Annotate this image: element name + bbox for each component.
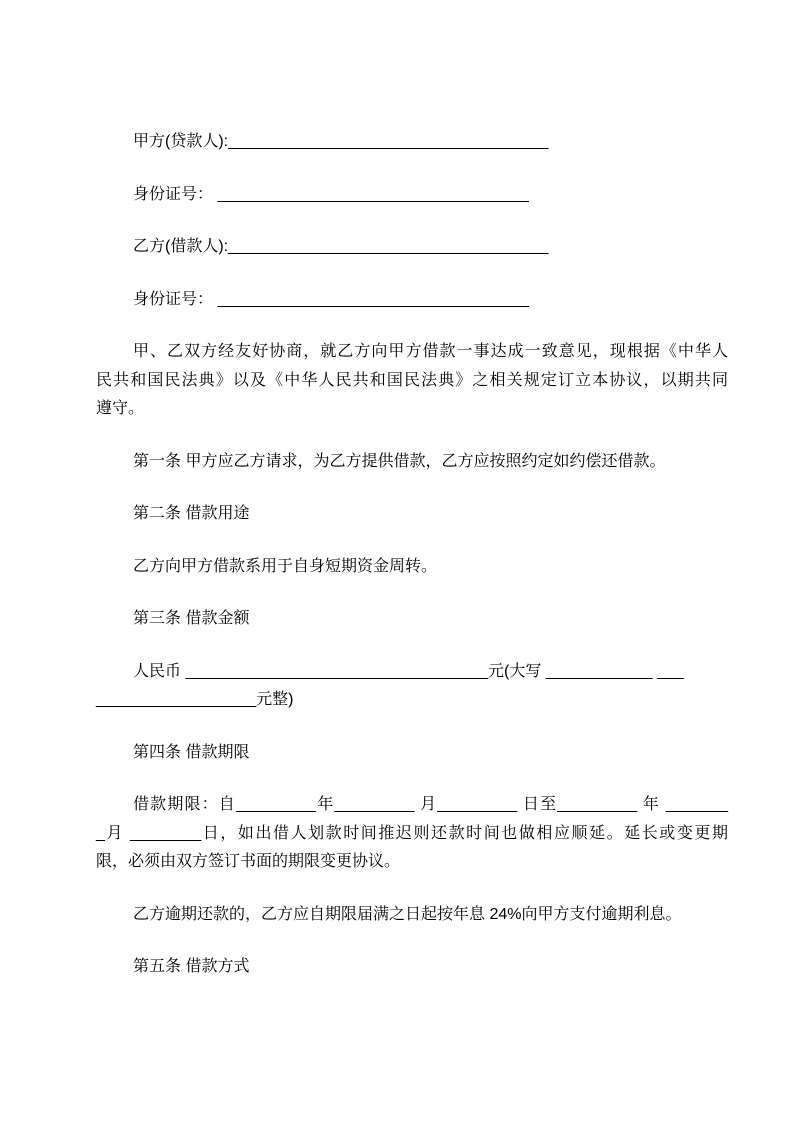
loan-amount-paragraph (96, 658, 728, 715)
clause-1-paragraph (96, 448, 728, 477)
overdue-interest-line: 乙方逾期还款的，乙方应自期限届满之日起按年息 24%向甲方支付逾期利息。 (133, 905, 682, 923)
loan-term-line-3: 限，必须由双方签订书面的期限变更协议。 (96, 853, 401, 870)
clause-2-body-line: 乙方向甲方借款系用于自身短期资金周转。 (133, 557, 438, 575)
clause-2-body (96, 553, 728, 582)
loan-term-paragraph (96, 791, 728, 877)
clause-2-heading-line: 第二条 借款用途 (133, 505, 250, 522)
lender-id-field-line: 身份证号： ___________________________________ (133, 185, 529, 203)
lender-field-line: 甲方(贷款人):____________________________________ (133, 133, 549, 150)
loan-amount-line-2: __________________元整) (96, 691, 294, 708)
contract-body (96, 128, 728, 1006)
clause-2-heading (96, 500, 728, 529)
loan-term-line-1: 借款期限：自_________年_________ 月_________ 日至_________ 年 _______ (133, 796, 728, 813)
clause-4-heading-line: 第四条 借款期限 (133, 743, 250, 761)
clause-3-heading (96, 605, 728, 634)
clause-5-heading-line: 第五条 借款方式 (133, 958, 250, 975)
borrower-field-line: 乙方(借款人):____________________________________ (133, 238, 549, 255)
overdue-interest-paragraph (96, 901, 728, 930)
preamble-line-1: 甲、乙双方经友好协商，就乙方向甲方借款一事达成一致意见，现根据《中华人 (133, 343, 728, 360)
preamble-line-2: 民共和国民法典》以及《中华人民共和国民法典》之相关规定订立本协议，以期共同 (96, 371, 728, 389)
clause-3-heading-line: 第三条 借款金额 (133, 610, 250, 627)
borrower-id-field (96, 286, 728, 315)
clause-4-heading (96, 739, 728, 768)
loan-amount-line-1: 人民币 __________________________________元(大写 ____________ ___ (133, 662, 684, 680)
borrower-field (96, 233, 728, 262)
preamble-line-3: 遵守。 (96, 400, 145, 417)
borrower-id-field-line: 身份证号： ___________________________________ (133, 290, 529, 308)
loan-term-line-2: _月 ________日，如出借人划款时间推迟则还款时间也做相应顺延。延长或变更期 (96, 824, 728, 842)
clause-1-line: 第一条 甲方应乙方请求，为乙方提供借款，乙方应按照约定如约偿还借款。 (133, 452, 666, 470)
lender-field (96, 128, 728, 157)
preamble-paragraph (96, 338, 728, 424)
lender-id-field (96, 181, 728, 210)
clause-5-heading (96, 953, 728, 982)
